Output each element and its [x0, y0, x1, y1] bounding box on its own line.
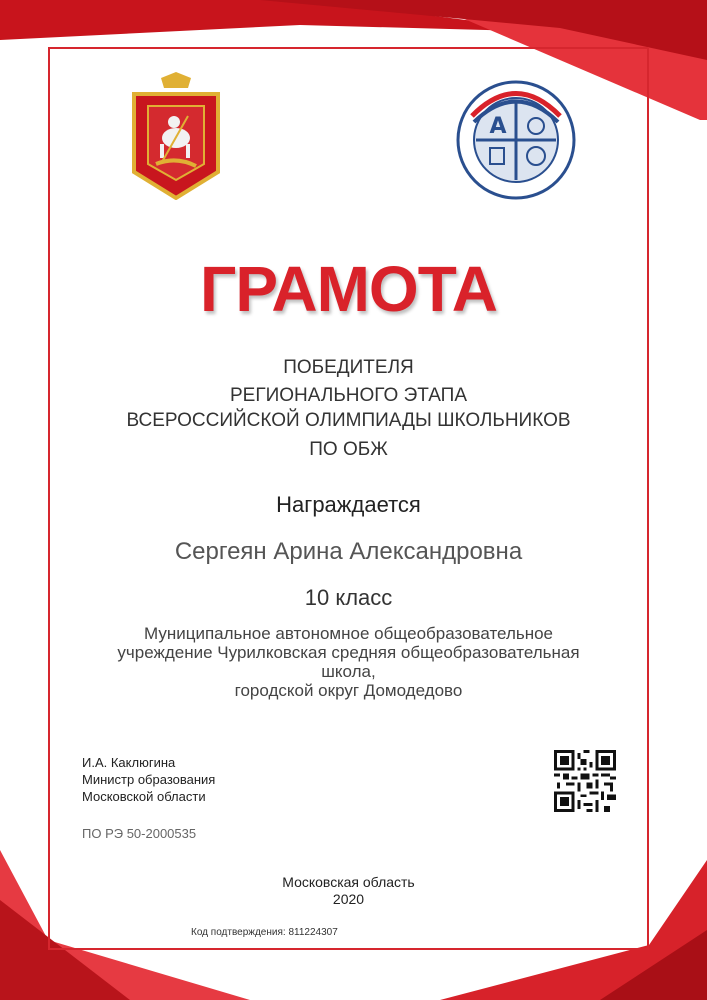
signer-name: И.А. Каклюгина	[82, 755, 176, 770]
confirmation-code: Код подтверждения: 811224307	[191, 927, 338, 938]
signer-position-2: Московской области	[82, 789, 206, 804]
school-line-3: школа,	[321, 662, 376, 681]
school-line-4: городской округ Домодедово	[234, 681, 463, 700]
subtitle-line-3: ВСЕРОССИЙСКОЙ ОЛИМПИАДЫ ШКОЛЬНИКОВ	[126, 410, 571, 431]
issue-year: 2020	[332, 891, 365, 907]
signer-block	[82, 754, 215, 805]
school-line-2: учреждение Чурилковская средняя общеобразовательная	[117, 643, 580, 662]
recipient-name: Сергеян Арина Александровна	[174, 538, 523, 565]
svg-text:A: A	[489, 114, 507, 139]
awarded-label: Награждается	[276, 492, 421, 517]
grade-level: 10 класс	[304, 585, 393, 610]
coat-of-arms-icon	[126, 72, 226, 200]
issue-place: Московская область	[282, 874, 415, 890]
signer-position-1: Министр образования	[82, 772, 216, 787]
certificate-title: ГРАМОТА	[200, 253, 497, 325]
subtitle-line-1: ПОБЕДИТЕЛЯ	[283, 357, 414, 378]
subtitle-line-4: ПО ОБЖ	[309, 439, 388, 460]
registration-number: ПО РЭ 50-2000535	[82, 826, 197, 841]
qr-code-icon	[554, 750, 616, 812]
school-name	[48, 624, 649, 700]
school-line-1: Муниципальное автономное общеобразовательное	[143, 624, 554, 643]
olympiad-logo-icon	[452, 76, 580, 204]
subtitle-line-2: РЕГИОНАЛЬНОГО ЭТАПА	[229, 385, 468, 406]
issue-place-block	[48, 874, 649, 908]
